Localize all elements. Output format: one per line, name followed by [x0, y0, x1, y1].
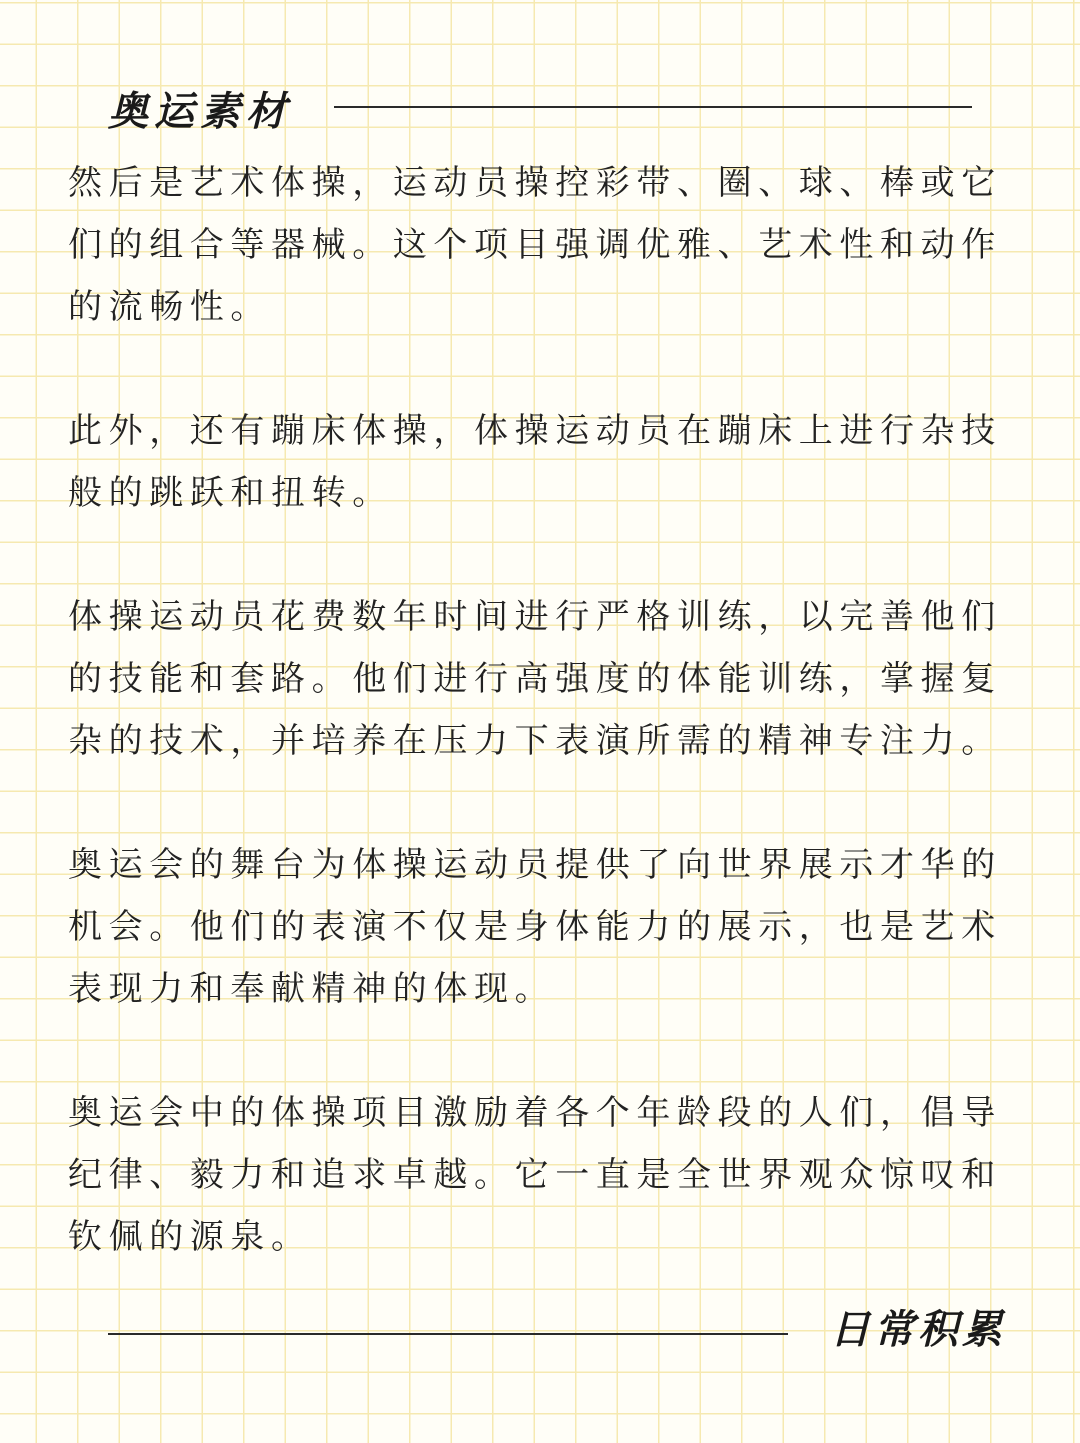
paragraph-rhythmic-gymnastics: 然后是艺术体操，运动员操控彩带、圈、球、棒或它们的组合等器械。这个项目强调优雅、艺术性和动作的流畅性。 [68, 163, 1002, 327]
article-body [68, 152, 1014, 1330]
header-divider [334, 106, 972, 108]
footer-divider [108, 1333, 788, 1335]
paragraph-olympic-stage: 奥运会的舞台为体操运动员提供了向世界展示才华的机会。他们的表演不仅是身体能力的展示，也是艺术表现力和奉献精神的体现。 [68, 845, 1002, 1009]
header-title: 奥运素材 [108, 88, 292, 135]
paragraph-trampoline: 此外，还有蹦床体操，体操运动员在蹦床上进行杂技般的跳跃和扭转。 [68, 411, 1002, 513]
footer-title: 日常积累 [830, 1306, 1006, 1353]
paragraph-inspiration: 奥运会中的体操项目激励着各个年龄段的人们，倡导纪律、毅力和追求卓越。它一直是全世界观众惊叹和钦佩的源泉。 [68, 1093, 1002, 1257]
paragraph-training: 体操运动员花费数年时间进行严格训练，以完善他们的技能和套路。他们进行高强度的体能训练，掌握复杂的技术，并培养在压力下表演所需的精神专注力。 [68, 597, 1002, 761]
